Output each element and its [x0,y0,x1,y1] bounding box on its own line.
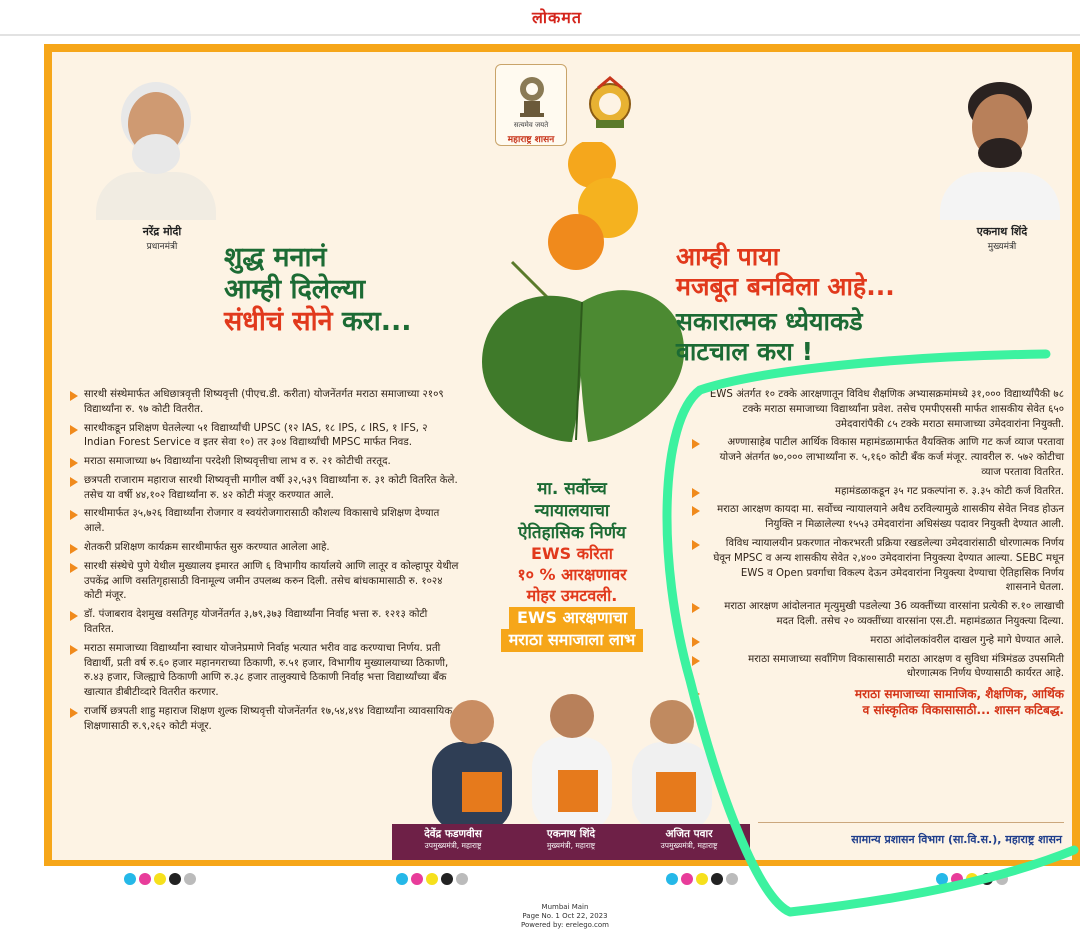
ashoka-emblem-icon [514,71,550,119]
headline-right-line4: वाटचाल करा ! [676,336,813,366]
list-item: EWS अंतर्गत १० टक्के आरक्षणातून विविध शैक्षणिक अभ्यासक्रमांमध्ये ३१,००० विद्यार्थ्यांपैकी ७८ टक्के मराठा समाजाच्या विद्यार्थ्यांना प्रवेश. तसेच एमपीएससी मार्फत शासकीय सेवेत ६५० उमेदवारांपैकी ८५ टक्के मराठा समाजाच्या उमेदवारांना नियुक्ती. [692,388,1064,432]
commitment-tagline [692,686,1064,718]
headline-left-line3 [224,306,524,338]
leader-designation: उपमुख्यमंत्री, महाराष्ट्र [424,841,482,850]
list-item: अण्णासाहेब पाटील आर्थिक विकास महामंडळामार्फत वैयक्तिक आणि गट कर्ज व्याज परतावा योजने अंतर्गत ७०,००० लाभार्थ्यांना रु. ५,१६० कोटी बँक कर्ज मंजूर. त्यावरील रु. ५७२ कोटीचा व्याज परतावा वितरित. [692,436,1064,480]
newspaper-masthead [0,0,1080,36]
lokmat-logo: लोकमत [532,8,582,27]
government-advertisement [44,44,1080,866]
headline-right-line1: आम्ही पाया [676,242,780,271]
page-footer [490,903,640,930]
headline-left-line3-highlight: संधीचं सोने [224,305,333,337]
headline-left [224,242,524,338]
list-item: सारथी संस्थेचे पुणे येथील मुख्यालय इमारत आणि ६ विभागीय कार्यालये आणि लातूर व कोल्हापूर येथील उपकेंद्र आणि वसतिगृहासाठी विनामूल्य जमीन उपलब्ध करुन दिली. तसेच बांधकामासाठी रु. १०२४ कोटी मंजूर. [70,560,460,604]
list-item: छत्रपती राजाराम महाराज सारथी शिष्यवृत्ती मागील वर्षी ३२,५३९ विद्यार्थ्यांना रु. ३१ कोटी वितरित केले. तसेच या वर्षी ४४,१०२ विद्यार्थ्यांना रु. ४२ कोटी मंजूर करण्यात आले. [70,474,460,504]
leader-designation: मुख्यमंत्री, महाराष्ट्र [546,841,596,850]
headline-right-line3: सकारात्मक ध्येयाकडे [676,307,863,336]
print-registration-dots [936,873,1008,885]
leader-designation: मुख्यमंत्री [987,242,1017,252]
list-item: मराठा समाजाच्या सर्वांगिण विकासासाठी मराठा आरक्षण व सुविधा मंत्रिमंडळ उपसमिती धोरणात्मक निर्णय घेण्यासाठी कार्यरत आहे. [692,653,1064,683]
list-item: शेतकरी प्रशिक्षण कार्यक्रम सारथीमार्फत सुरु करण्यात आलेला आहे. [70,541,460,556]
bottom-leaders-band [392,824,750,860]
headline-right [676,242,1016,366]
leader-photo-right [930,72,1070,220]
leader-name: एकनाथ शिंदे [546,828,596,840]
list-item: सारथी संस्थेमार्फत अधिछात्रवृत्ती शिष्यवृत्ती (पीएच.डी. करीता) योजनेंतर्गत मराठा समाजाच्या २१०९ विद्यार्थ्यांना रु. ९७ कोटी वितरीत. [70,388,460,418]
supreme-court-verdict-box [462,478,682,652]
tagline-line2: व सांस्कृतिक विकासासाठी... शासन कटिबद्ध. [862,703,1064,718]
center-line: EWS करिता [531,544,613,564]
footer-powered-by: Powered by: erelego.com [520,921,609,930]
emblem-motto: सत्यमेव जयते [513,121,549,129]
list-item: मराठा आरक्षण आंदोलनात मृत्युमुखी पडलेल्या 36 व्यक्तींच्या वारसांना प्रत्येकी रु.१० लाखाची मदत दिली. तसेच २० व्यक्तींच्या वारसांना एस.टी. महामंडळात नियुक्त्या दिल्या. [692,600,1064,630]
bottom-caption [516,827,626,851]
footer-edition: Mumbai Main [541,903,589,911]
leader-name: एकनाथ शिंदे [976,225,1028,238]
list-item: डॉ. पंजाबराव देशमुख वसतिगृह योजनेंतर्गत ३,७९,३७३ विद्यार्थ्यांना निर्वाह भत्ता रु. १२१३ कोटी वितरित. [70,608,460,638]
group-photo-leaders [422,682,722,832]
center-line: १० % आरक्षणावर [517,565,627,585]
print-registration-dots [124,873,196,885]
department-credit: सामान्य प्रशासन विभाग (सा.वि.स.), महाराष्ट्र शासन [851,833,1062,846]
leader-caption-left [102,224,222,252]
headline-left-line2: आम्ही दिलेल्या [224,273,366,305]
divider [758,822,1064,823]
leader-name: अजित पवार [665,828,713,840]
list-item: विविध न्यायालयीन प्रकरणात नोकरभरती प्रक्रिया रखडलेल्या उमेदवारांसाठी धोरणात्मक निर्णय घेवून MPSC व अन्य शासकीय सेवेत २,४०० उमेदवारांना नियुक्त्या देण्यात आल्या. SEBC मधून EWS व Open प्रवर्गाचा विकल्प देऊन उमेदवारांना नियुक्त्या देण्याचा ऐतिहासिक निर्णय शासनाने घेतला. [692,537,1064,596]
center-banner: EWS आरक्षणाचा [509,607,635,630]
list-item: मराठा समाजाच्या विद्यार्थ्यांना स्वाधार योजनेप्रमाणे निर्वाह भत्यात भरीव वाढ करण्याचा निर्णय. प्रती विद्यार्थी, प्रती वर्ष रु.६० हजार महानगराच्या ठिकाणी, रु.५१ हजार, विभागीय मुख्यालयाच्या ठिकाणी, रु.४३ हजार, जिल्ह्याचे ठिकाणी आणि रु.३८ हजार तालुक्याचे ठिकाणी निर्वाह भत्ता विद्यार्थ्यांच्या बँक खात्यात डीबीटीव्दारे वितरीत करणार. [70,642,460,701]
leader-name: नरेंद्र मोदी [142,225,182,238]
print-registration-dots [396,873,468,885]
center-banner: मराठा समाजाला लाभ [501,629,644,652]
list-item: राजर्षि छत्रपती शाहु महाराज शिक्षण शुल्क शिष्यवृत्ती योजनेंतर्गत १७,५४,४९४ विद्यार्थ्यांना व्यावसायिक शिक्षणासाठी रु.९,२६२ कोटी मंजूर. [70,705,460,735]
headline-left-line1: शुद्ध मनानं [224,242,327,273]
list-item: सारथीकडून प्रशिक्षण घेतलेल्या ५१ विद्यार्थ्यांची UPSC (१२ IAS, १८ IPS, ८ IRS, १ IFS, २ Indian Forest Service व इतर सेवा १०) तर ३०४ विद्यार्थ्यांची MPSC मार्फत निवड. [70,422,460,452]
ad-panel [52,52,1072,860]
leader-photo-left [66,72,246,220]
maharashtra-government-emblem [495,64,567,146]
leader-designation: प्रधानमंत्री [146,242,178,252]
center-line: ऐतिहासिक निर्णय [518,523,626,544]
list-item: मराठा आंदोलकांवरील दाखल गुन्हे मागे घेण्यात आले. [692,634,1064,649]
tagline-line1: मराठा समाजाच्या सामाजिक, शैक्षणिक, आर्थिक [854,687,1064,702]
list-item: सारथीमार्फत ३५,७२६ विद्यार्थ्यांना रोजगार व स्वयंरोजगारासाठी कौशल्य विकासाचे प्रशिक्षण देण्यात आले. [70,507,460,537]
emblem-name: महाराष्ट्र शासन [507,135,555,145]
headline-right-line2: मजबूत बनविला आहे... [676,271,895,301]
leader-name: देवेंद्र फडणवीस [424,828,482,840]
list-item: मराठा समाजाच्या ७५ विद्यार्थ्यांना परदेशी शिष्यवृत्तीचा लाभ व रु. २१ कोटीची तरतूद. [70,455,460,470]
bottom-caption [398,827,508,851]
center-line: न्यायालयाचा [534,501,610,522]
center-line: मा. सर्वोच्च [537,479,607,499]
headline-left-line3-end: करा... [332,305,412,337]
center-line: मोहर उमटवली. [526,585,618,605]
bottom-caption [634,827,744,851]
list-item: मराठा आरक्षण कायदा मा. सर्वोच्च न्यायालयाने अवैध ठरविल्यामुळे शासकीय सेवेत निवड होऊन नियुक्ति न मिळालेल्या १५५३ उमेदवारांना अधिसंख्य पदावर नियुक्ती देण्यात आली. [692,503,1064,533]
print-registration-dots [666,873,738,885]
footer-page-date: Page No. 1 Oct 22, 2023 [522,912,608,921]
left-achievements-list [70,388,460,738]
list-item: महामंडळाकडून ३५ गट प्रकल्पांना रु. ३.३५ कोटी कर्ज वितरित. [692,485,1064,500]
right-achievements-list [692,388,1064,718]
golden-seal-icon [582,74,638,130]
leader-designation: उपमुख्यमंत्री, महाराष्ट्र [660,841,718,850]
